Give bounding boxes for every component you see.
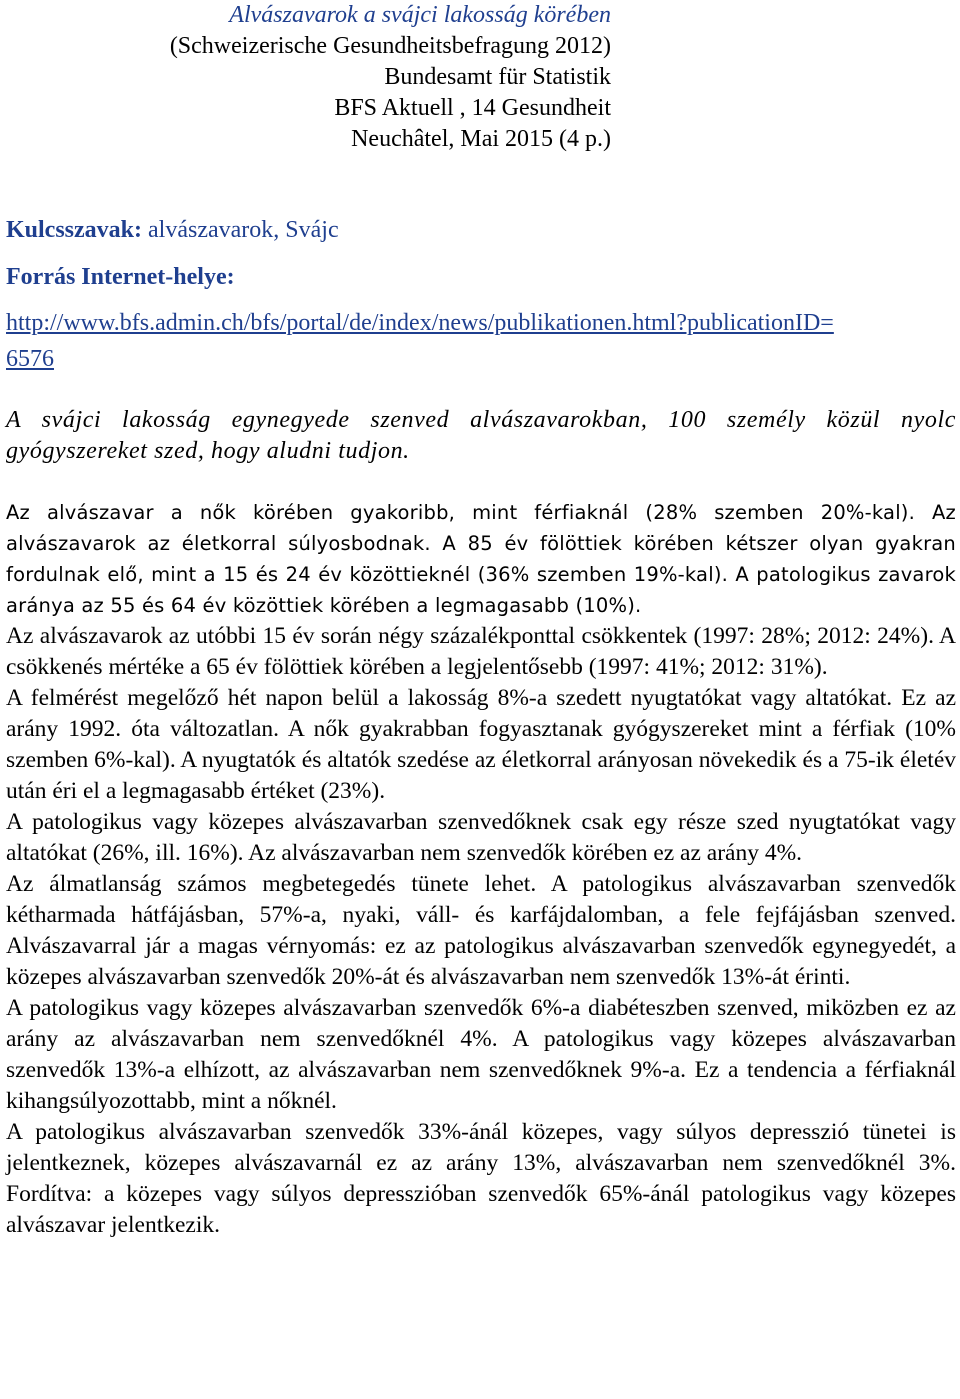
paragraph: Az álmatlanság számos megbetegedés tünete lehet. A patologikus alvászavarban szenvedők kétharmada hátfájásban, 57%-a, nyaki, váll- és karfájdalomban, a fele fejfájásban szenved. Alvászavarral jár a magas vérnyomás: ez az patologikus alvászavarban szenvedők egynegyedét, a közepes alvászavarban szenvedők 20%-át és alvászavarban nem szenvedők 13%-át érinti.	[6, 871, 956, 990]
keywords-label: Kulcsszavak:	[6, 217, 143, 243]
source-url-line1[interactable]: http://www.bfs.admin.ch/bfs/portal/de/index/news/publikationen.html?publicationID=	[6, 310, 834, 336]
paragraph: A patologikus vagy közepes alvászavarban szenvedőknek csak egy része szed nyugtatókat vagy altatókat (26%, ill. 16%). Az alvászavarban nem szenvedők körében ez az arány 4%.	[6, 809, 956, 866]
body-text	[6, 621, 956, 1241]
paragraph: A felmérést megelőző hét napon belül a lakosság 8%-a szedett nyugtatókat vagy altatókat. Ez az arány 1992. óta változatlan. A nők gyakrabban fogyasztanak gyógyszereket mint a férfiak (10% szemben 6%-kal). A nyugtatók és altatók szedése az életkorral arányosan növekedik és a 75-ik életév után éri el a legmagasabb értéket (23%).	[6, 685, 956, 804]
paragraph: A patologikus alvászavarban szenvedők 33%-ánál közepes, vagy súlyos depresszió tünetei is jelentkeznek, közepes alvászavarnál ez az arány 13%, alvászavarban nem szenvedőknél 3%. Fordítva: a közepes vagy súlyos depresszióban szenvedők 65%-ánál patologikus vagy közepes alvászavar jelentkezik.	[6, 1119, 956, 1238]
keywords	[6, 215, 956, 246]
publisher: Bundesamt für Statistik	[384, 64, 611, 90]
survey-name: (Schweizerische Gesundheitsbefragung 2012)	[169, 33, 611, 59]
source-label: Forrás Internet-helye:	[6, 264, 235, 290]
source-block	[6, 262, 956, 377]
keywords-value: alvászavarok, Svájc	[142, 217, 339, 243]
document-page	[6, 0, 956, 1241]
source-url-line2[interactable]: 6576	[6, 346, 54, 372]
source-url-link[interactable]	[6, 305, 956, 377]
paragraph: A patologikus vagy közepes alvászavarban szenvedők 6%-a diabéteszben szenved, miközben ez az arány az alvászavarban nem szenvedőknél 4%. A patologikus vagy közepes alvászavarban szenvedők 13%-a elhízott, az alvászavarban nem szenvedőknek 9%-a. Ez a tendencia a férfiaknál kihangsúlyozottabb, mint a nőknél.	[6, 995, 956, 1114]
lead-paragraph: A svájci lakosság egynegyede szenved alvászavarokban, 100 személy közül nyolc gyógyszereket szed, hogy aludni tudjon.	[6, 407, 956, 464]
place-date: Neuchâtel, Mai 2015 (4 p.)	[351, 126, 611, 152]
document-title: Alvászavarok a svájci lakosság körében	[229, 2, 611, 28]
publication-series: BFS Aktuell , 14 Gesundheit	[334, 95, 611, 121]
paragraph: Az alvászavarok az utóbbi 15 év során négy százalékponttal csökkentek (1997: 28%; 2012: 24%). A csökkenés mértéke a 65 év fölöttiek körében a legjelentősebb (1997: 41%; 2012: 31%).	[6, 623, 956, 680]
intro-paragraph: Az alvászavar a nők körében gyakoribb, mint férfiaknál (28% szemben 20%-kal). Az alvászavarok az életkorral súlyosbodnak. A 85 év fölöttiek körében kétszer olyan gyakran fordulnak elő, mint a 15 és 24 év közöttieknél (36% szemben 19%-kal). A patologikus zavarok aránya az 55 és 64 év közöttiek körében a legmagasabb (10%).	[6, 501, 956, 617]
document-header	[6, 0, 956, 155]
